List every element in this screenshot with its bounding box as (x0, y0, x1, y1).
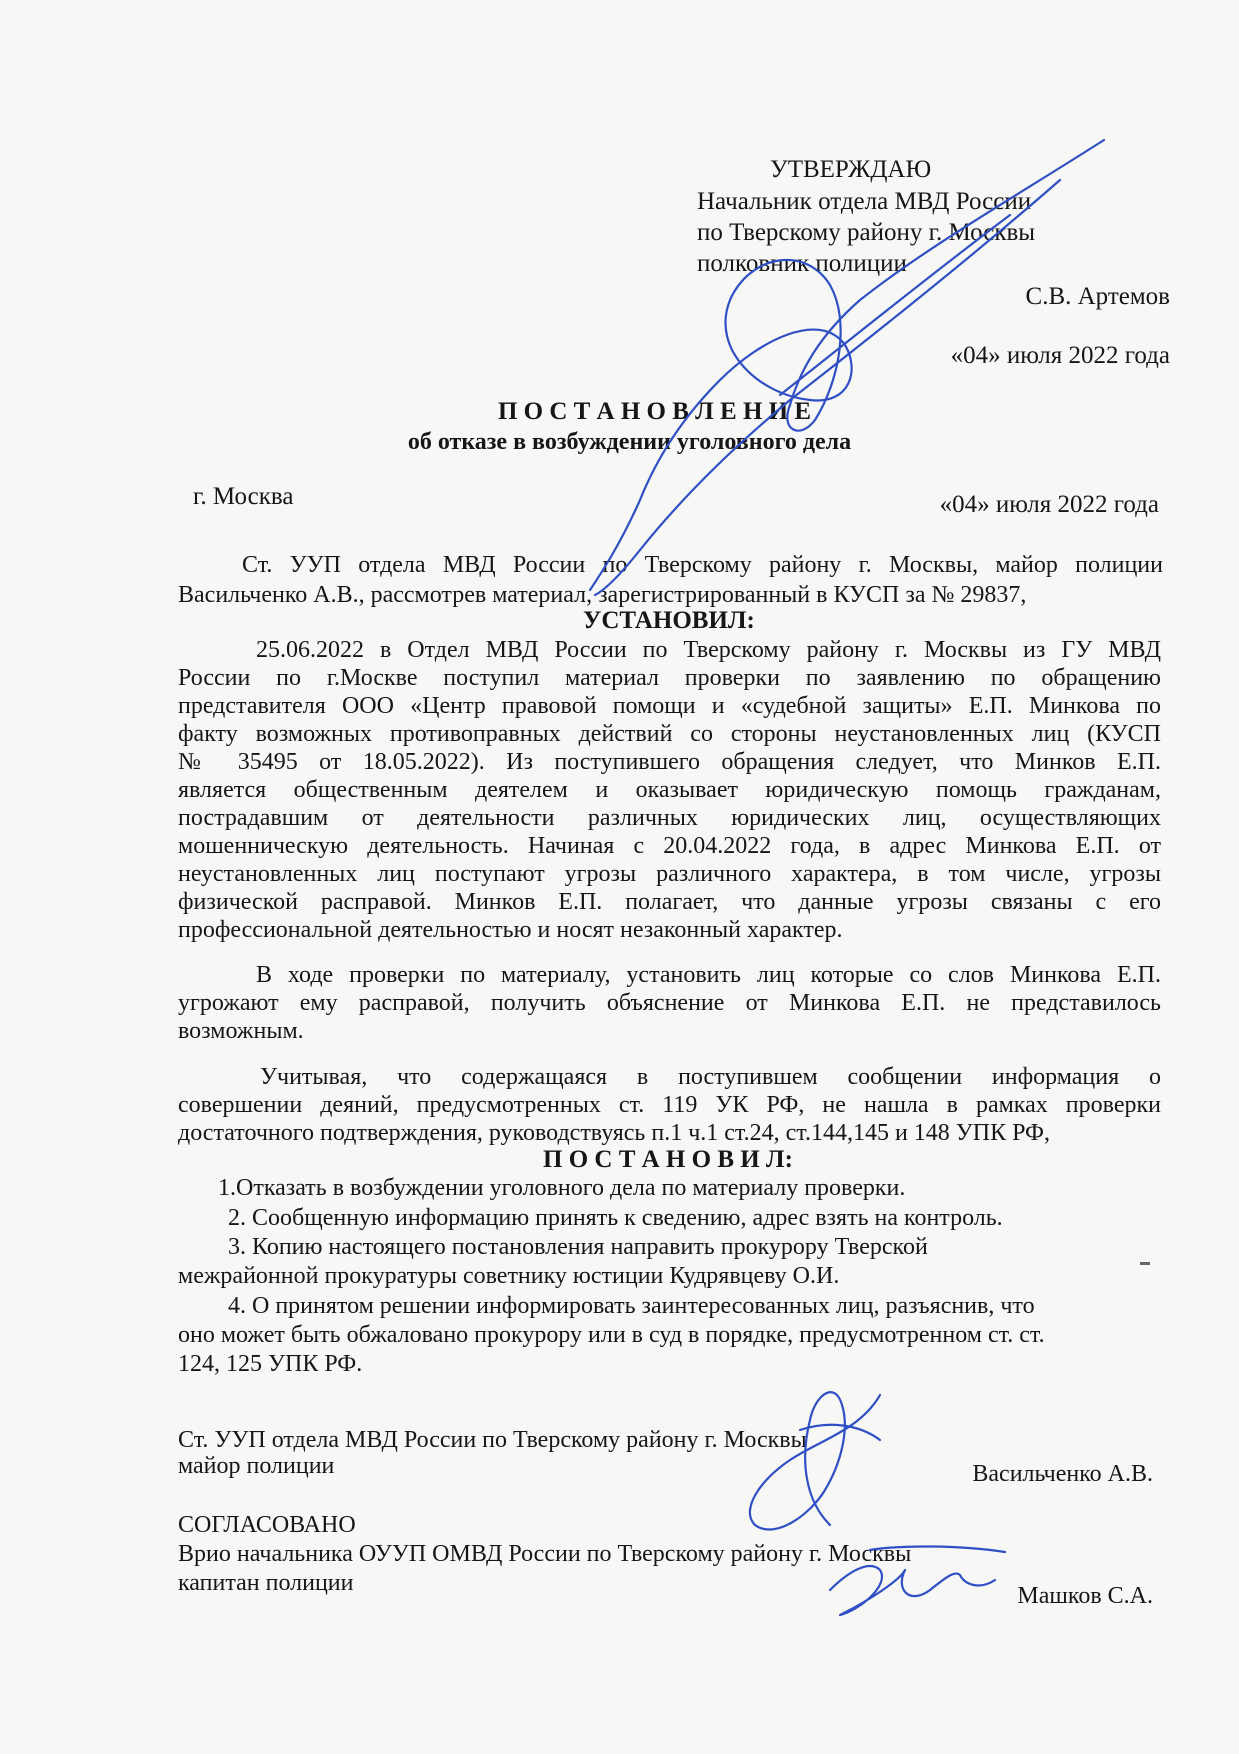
established-line: физической расправой. Минков Е.П. полагает, что данные угрозы связаны с его (178, 889, 1161, 915)
agreed-rank: капитан полиции (178, 1570, 354, 1596)
resolved-item: межрайонной прокуратуры советнику юстиции Кудрявцеву О.И. (178, 1263, 840, 1289)
signer-signature (750, 1392, 880, 1529)
resolved-item: оно может быть обжаловано прокурору или в суд в порядке, предусмотренном ст. ст. (178, 1322, 1045, 1348)
intro-line-2: Васильченко А.В., рассмотрев материал, зарегистрированный в КУСП за № 29837, (178, 582, 1027, 608)
resolved-item: 3. Копию настоящего постановления направить прокурору Тверской (228, 1234, 928, 1260)
established-line: Учитывая, что содержащаяся в поступившем сообщении информация о (260, 1064, 1161, 1090)
signer-position: Ст. УУП отдела МВД России по Тверскому району г. Москвы (178, 1427, 807, 1453)
document-subtitle: об отказе в возбуждении уголовного дела (407, 429, 852, 455)
scan-mark (1140, 1262, 1150, 1265)
approval-position-line1: Начальник отдела МВД России (697, 188, 1032, 215)
resolved-item: 2. Сообщенную информацию принять к сведению, адрес взять на контроль. (228, 1205, 1003, 1231)
agreed-name: Машков С.А. (1017, 1583, 1153, 1609)
established-line: возможным. (178, 1018, 304, 1044)
signer-name: Васильченко А.В. (972, 1461, 1153, 1487)
established-line: пострадавшим от деятельности различных юридических лиц, осуществляющих (178, 805, 1161, 831)
agreed-position: Врио начальника ОУУП ОМВД России по Тверскому району г. Москвы (178, 1541, 912, 1567)
intro-line-1: Ст. УУП отдела МВД России по Тверскому району г. Москвы, майор полиции (242, 552, 1163, 578)
established-line: 25.06.2022 в Отдел МВД России по Тверскому району г. Москвы из ГУ МВД (256, 637, 1161, 663)
document-date: «04» июля 2022 года (939, 491, 1159, 518)
resolved-item: 1.Отказать в возбуждении уголовного дела по материалу проверки. (218, 1175, 906, 1201)
established-line: факту возможных противоправных действий со стороны неустановленных лиц (КУСП (178, 721, 1161, 747)
established-line: России по г.Москве поступил материал проверки по заявлению по обращению (178, 665, 1161, 691)
established-heading: УСТАНОВИЛ: (583, 607, 755, 634)
agreed-signature (830, 1566, 995, 1615)
resolved-item: 124, 125 УПК РФ. (178, 1351, 363, 1377)
established-line: неустановленных лиц поступают угрозы различного характера, в том числе, угрозы (178, 861, 1161, 887)
document-city: г. Москва (193, 483, 294, 510)
established-line: представителя ООО «Центр правовой помощи и «судебной защиты» Е.П. Минкова по (178, 693, 1161, 719)
established-line: № 35495 от 18.05.2022). Из поступившего обращения следует, что Минков Е.П. (178, 749, 1161, 775)
approval-rank: полковник полиции (697, 250, 907, 277)
approval-date: «04» июля 2022 года (950, 342, 1170, 369)
signer-rank: майор полиции (178, 1453, 335, 1479)
agreed-title: СОГЛАСОВАНО (178, 1512, 356, 1538)
resolved-item: 4. О принятом решении информировать заинтересованных лиц, разъяснив, что (228, 1293, 1035, 1319)
signer-signature-stroke (800, 1425, 880, 1440)
approval-position-line2: по Тверскому району г. Москвы (697, 219, 1036, 246)
established-line: является общественным деятелем и оказывает юридическую помощь гражданам, (178, 777, 1161, 803)
document-title: П О С Т А Н О В Л Е Н И Е (497, 398, 812, 425)
approval-title: УТВЕРЖДАЮ (770, 156, 932, 183)
established-line: В ходе проверки по материалу, установить лиц которые со слов Минкова Е.П. (256, 962, 1161, 988)
established-line: профессиональной деятельностью и носят незаконный характер. (178, 917, 843, 943)
established-line: совершении деяний, предусмотренных ст. 119 УК РФ, не нашла в рамках проверки (178, 1092, 1161, 1118)
approval-name: С.В. Артемов (1025, 283, 1170, 310)
established-line: достаточного подтверждения, руководствуясь п.1 ч.1 ст.24, ст.144,145 и 148 УПК РФ, (178, 1120, 1051, 1146)
resolved-heading: П О С Т А Н О В И Л: (543, 1146, 793, 1173)
established-line: мошенническую деятельность. Начиная с 20.04.2022 года, в адрес Минкова Е.П. от (178, 833, 1161, 859)
established-line: угрожают ему расправой, получить объяснение от Минкова Е.П. не представилось (178, 990, 1161, 1016)
